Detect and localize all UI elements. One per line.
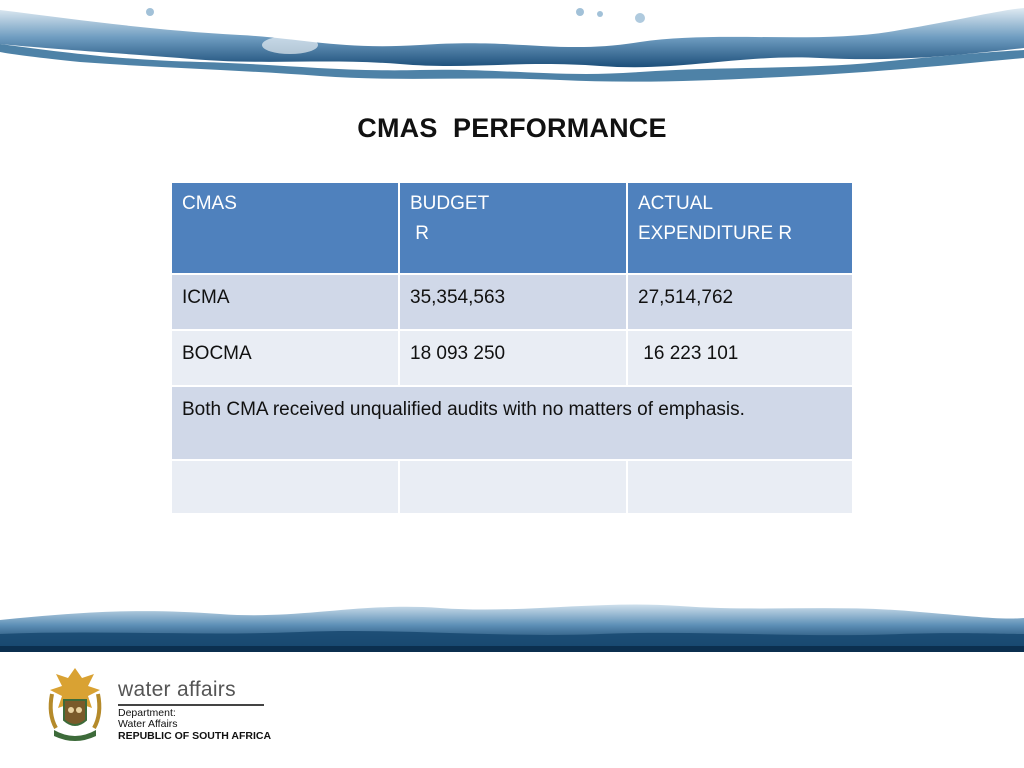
water-wave-top-image bbox=[0, 0, 1024, 85]
table-cell: 35,354,563 bbox=[399, 274, 627, 330]
department-line-2: Water Affairs bbox=[118, 718, 178, 730]
table-cell: BOCMA bbox=[171, 330, 399, 386]
table-row bbox=[171, 330, 853, 386]
empty-cell bbox=[399, 460, 627, 514]
empty-cell bbox=[171, 460, 399, 514]
table-cell: 16 223 101 bbox=[627, 330, 853, 386]
cmas-performance-table bbox=[170, 181, 854, 515]
empty-cell bbox=[627, 460, 853, 514]
department-label bbox=[118, 708, 178, 730]
coat-of-arms-logo bbox=[44, 664, 106, 748]
department-line-1: Department: bbox=[118, 707, 176, 719]
brand-divider bbox=[118, 704, 264, 706]
header-cell-cmas: CMAS bbox=[171, 182, 399, 274]
water-wave-bottom-image bbox=[0, 590, 1024, 652]
table-cell: 27,514,762 bbox=[627, 274, 853, 330]
header-cell-budget: BUDGET R bbox=[399, 182, 627, 274]
brand-name: water affairs bbox=[118, 678, 236, 701]
table-header-row bbox=[171, 182, 853, 274]
table-row bbox=[171, 274, 853, 330]
table-row-empty bbox=[171, 460, 853, 514]
slide-title: CMAS PERFORMANCE bbox=[357, 113, 667, 143]
table-cell: 18 093 250 bbox=[399, 330, 627, 386]
header-cell-actual-expenditure: ACTUAL EXPENDITURE R bbox=[627, 182, 853, 274]
table-cell: ICMA bbox=[171, 274, 399, 330]
republic-label: REPUBLIC OF SOUTH AFRICA bbox=[118, 730, 272, 742]
table-row-note bbox=[171, 386, 853, 460]
audit-note-cell: Both CMA received unqualified audits with no matters of emphasis. bbox=[171, 386, 853, 460]
